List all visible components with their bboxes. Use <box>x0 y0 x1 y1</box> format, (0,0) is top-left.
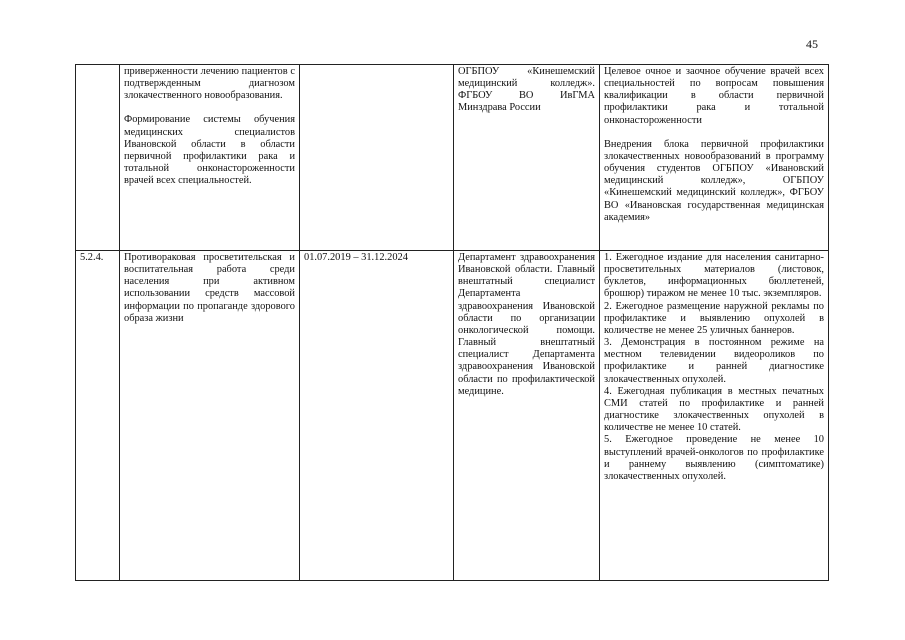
table-row <box>76 65 829 251</box>
result-list-item: 2. Ежегодное размещение наружной рекламы по профилактике и выявлению опухолей в количестве не менее 25 уличных баннеров. <box>604 300 824 336</box>
result-list-item: 1. Ежегодное издание для населения санитарно-просветительных материалов (листовок, буклетов, информационных бюллетеней, брошюр) тиражом не менее 10 тыс. экземпляров. <box>604 252 824 300</box>
result-list-item: 3. Демонстрация в постоянном режиме на местном телевидении видеороликов по профилактике и ранней диагностике злокачественных опухолей. <box>604 337 824 385</box>
result-text: Внедрения блока первичной профилактики злокачественных новообразований в программу обучения студентов ОГБПОУ «Ивановский медицинский колледж», ОГБПОУ «Кинешемский медицинский колледж», ФГБОУ ВО «Ивановская государственная медицинская академия» <box>604 138 824 223</box>
measures-table <box>75 64 829 581</box>
result-cell <box>600 65 829 251</box>
responsible-cell: ОГБПОУ «Кинешемский медицинский колледж». ФГБОУ ВО ИвГМА Минздрава России <box>454 65 600 251</box>
result-list-item: 4. Ежегодная публикация в местных печатных СМИ статей по профилактике и ранней диагностике злокачественных опухолей в количестве не менее 10 статей. <box>604 385 824 434</box>
event-text: Формирование системы обучения медицинских специалистов Ивановской области в области первичной профилактики рака и тотальной онконастороженности врачей всех специальностей. <box>124 114 295 187</box>
page-number: 45 <box>806 37 818 51</box>
table-row <box>76 251 829 581</box>
event-cell <box>120 65 300 251</box>
result-text: Целевое очное и заочное обучение врачей всех специальностей по вопросам повышения квалификации в области первичной профилактики рака и тотальной онконастороженности <box>604 66 824 126</box>
event-cell: Противораковая просветительская и воспитательная работа среди населения при активном использовании средств массовой информации по пропаганде здорового образа жизни <box>120 251 300 581</box>
event-text: приверженности лечению пациентов с подтвержденным диагнозом злокачественного новообразования. <box>124 66 295 102</box>
result-list-item: 5. Ежегодное проведение не менее 10 выступлений врачей-онкологов по профилактике и раннему выявлению (симптоматике) злокачественных опухолей. <box>604 434 824 482</box>
responsible-cell: Департамент здравоохранения Ивановской области. Главный внештатный специалист Департамента здравоохранения Ивановской области по организации онкологической помощи. Главный внештатный специалист Департамента здравоохранения Ивановской области по профилактической медицине. <box>454 251 600 581</box>
period-cell <box>300 65 454 251</box>
row-number-cell <box>76 65 120 251</box>
result-cell <box>600 251 829 581</box>
period-cell: 01.07.2019 – 31.12.2024 <box>300 251 454 581</box>
row-number-cell: 5.2.4. <box>76 251 120 581</box>
